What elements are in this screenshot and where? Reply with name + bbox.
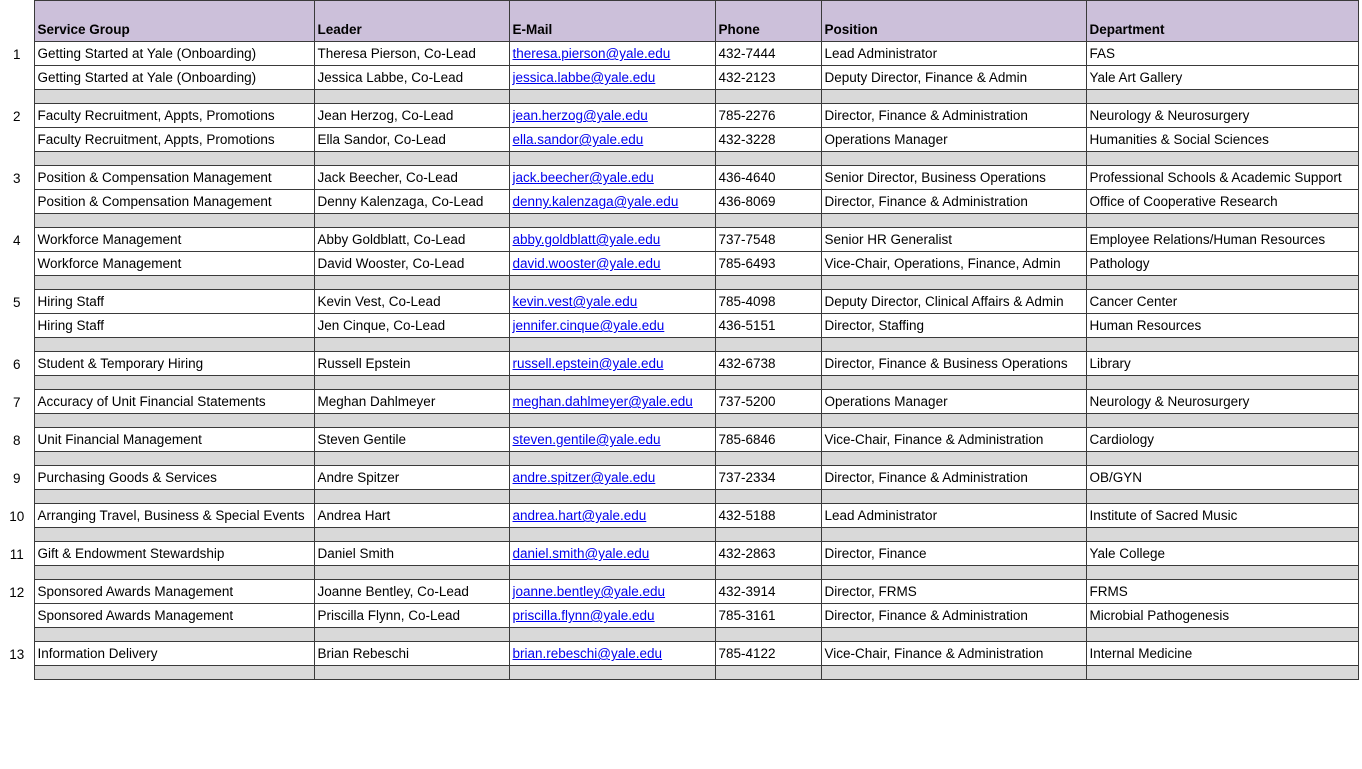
leader-cell: Andrea Hart <box>314 504 509 528</box>
phone-cell: 785-4098 <box>715 290 821 314</box>
phone-cell: 432-3914 <box>715 580 821 604</box>
service-group-cell: Information Delivery <box>34 642 314 666</box>
leader-cell: Abby Goldblatt, Co-Lead <box>314 228 509 252</box>
email-cell <box>509 542 715 566</box>
phone-cell: 737-2334 <box>715 466 821 490</box>
separator-row <box>0 414 1358 428</box>
separator-cell <box>509 528 715 542</box>
separator-cell <box>1086 276 1358 290</box>
row-number: 2 <box>0 104 34 128</box>
department-cell: OB/GYN <box>1086 466 1358 490</box>
table-row <box>0 542 1358 566</box>
row-number: 5 <box>0 290 34 314</box>
row-number <box>0 252 34 276</box>
service-group-cell: Faculty Recruitment, Appts, Promotions <box>34 128 314 152</box>
leader-cell: Jen Cinque, Co-Lead <box>314 314 509 338</box>
row-number-cell <box>0 666 34 680</box>
service-group-cell: Workforce Management <box>34 252 314 276</box>
email-cell <box>509 428 715 452</box>
department-cell: FRMS <box>1086 580 1358 604</box>
email-link[interactable]: ella.sandor@yale.edu <box>512 132 644 147</box>
header-row <box>0 1 1358 42</box>
email-cell <box>509 66 715 90</box>
department-cell: Yale College <box>1086 542 1358 566</box>
separator-cell <box>509 628 715 642</box>
phone-cell: 436-4640 <box>715 166 821 190</box>
row-number: 9 <box>0 466 34 490</box>
separator-cell <box>715 276 821 290</box>
phone-cell: 436-5151 <box>715 314 821 338</box>
separator-cell <box>509 490 715 504</box>
position-cell: Lead Administrator <box>821 504 1086 528</box>
position-cell: Director, FRMS <box>821 580 1086 604</box>
leader-cell: Priscilla Flynn, Co-Lead <box>314 604 509 628</box>
separator-cell <box>715 214 821 228</box>
email-link[interactable]: kevin.vest@yale.edu <box>512 294 638 309</box>
separator-cell <box>715 452 821 466</box>
leader-cell: Joanne Bentley, Co-Lead <box>314 580 509 604</box>
separator-cell <box>34 566 314 580</box>
email-cell <box>509 252 715 276</box>
position-cell: Director, Finance & Administration <box>821 190 1086 214</box>
separator-cell <box>821 490 1086 504</box>
separator-cell <box>34 414 314 428</box>
separator-cell <box>509 214 715 228</box>
email-link[interactable]: jennifer.cinque@yale.edu <box>512 318 665 333</box>
separator-row <box>0 376 1358 390</box>
separator-row <box>0 152 1358 166</box>
leader-cell: Daniel Smith <box>314 542 509 566</box>
row-number <box>0 190 34 214</box>
separator-cell <box>314 276 509 290</box>
phone-cell: 432-3228 <box>715 128 821 152</box>
separator-cell <box>821 666 1086 680</box>
service-group-cell: Accuracy of Unit Financial Statements <box>34 390 314 414</box>
leader-cell: Jack Beecher, Co-Lead <box>314 166 509 190</box>
email-cell <box>509 580 715 604</box>
separator-row <box>0 214 1358 228</box>
separator-cell <box>821 376 1086 390</box>
email-link[interactable]: jean.herzog@yale.edu <box>512 108 648 123</box>
separator-cell <box>821 90 1086 104</box>
separator-row <box>0 276 1358 290</box>
row-number: 13 <box>0 642 34 666</box>
table-row <box>0 390 1358 414</box>
separator-cell <box>34 214 314 228</box>
service-group-cell: Unit Financial Management <box>34 428 314 452</box>
separator-cell <box>715 338 821 352</box>
row-number-cell <box>0 214 34 228</box>
separator-cell <box>314 414 509 428</box>
separator-row <box>0 338 1358 352</box>
separator-cell <box>34 490 314 504</box>
row-number <box>0 66 34 90</box>
service-group-cell: Position & Compensation Management <box>34 166 314 190</box>
table-row <box>0 604 1358 628</box>
service-group-cell: Getting Started at Yale (Onboarding) <box>34 66 314 90</box>
phone-cell: 432-5188 <box>715 504 821 528</box>
phone-cell: 737-5200 <box>715 390 821 414</box>
department-cell: Employee Relations/Human Resources <box>1086 228 1358 252</box>
row-number-cell <box>0 566 34 580</box>
separator-cell <box>509 666 715 680</box>
leader-cell: Theresa Pierson, Co-Lead <box>314 42 509 66</box>
table-row <box>0 252 1358 276</box>
header-leader: Leader <box>314 1 509 42</box>
row-number-header <box>0 1 34 42</box>
separator-cell <box>34 90 314 104</box>
separator-row <box>0 528 1358 542</box>
department-cell: Cardiology <box>1086 428 1358 452</box>
row-number-cell <box>0 528 34 542</box>
phone-cell: 737-7548 <box>715 228 821 252</box>
separator-cell <box>1086 90 1358 104</box>
phone-cell: 785-2276 <box>715 104 821 128</box>
table-row <box>0 190 1358 214</box>
table-row <box>0 580 1358 604</box>
separator-cell <box>314 628 509 642</box>
email-cell <box>509 128 715 152</box>
separator-cell <box>509 376 715 390</box>
separator-cell <box>509 452 715 466</box>
email-link[interactable]: denny.kalenzaga@yale.edu <box>512 194 679 209</box>
leader-cell: Ella Sandor, Co-Lead <box>314 128 509 152</box>
separator-cell <box>1086 566 1358 580</box>
table-row <box>0 352 1358 376</box>
separator-cell <box>715 666 821 680</box>
row-number-cell <box>0 90 34 104</box>
separator-cell <box>821 628 1086 642</box>
row-number-cell <box>0 376 34 390</box>
department-cell: Office of Cooperative Research <box>1086 190 1358 214</box>
separator-cell <box>715 414 821 428</box>
separator-cell <box>314 376 509 390</box>
email-link[interactable]: russell.epstein@yale.edu <box>512 356 664 371</box>
email-link[interactable]: abby.goldblatt@yale.edu <box>512 232 661 247</box>
separator-cell <box>821 338 1086 352</box>
table-body <box>0 1 1358 680</box>
separator-cell <box>34 666 314 680</box>
service-group-cell: Purchasing Goods & Services <box>34 466 314 490</box>
separator-row <box>0 666 1358 680</box>
separator-cell <box>1086 376 1358 390</box>
separator-cell <box>34 276 314 290</box>
row-number-cell <box>0 490 34 504</box>
email-link[interactable]: steven.gentile@yale.edu <box>512 432 661 447</box>
separator-cell <box>715 376 821 390</box>
department-cell: Yale Art Gallery <box>1086 66 1358 90</box>
table-row <box>0 104 1358 128</box>
position-cell: Senior HR Generalist <box>821 228 1086 252</box>
service-group-cell: Faculty Recruitment, Appts, Promotions <box>34 104 314 128</box>
table-row <box>0 466 1358 490</box>
separator-cell <box>509 276 715 290</box>
separator-cell <box>314 666 509 680</box>
leader-cell: Kevin Vest, Co-Lead <box>314 290 509 314</box>
position-cell: Director, Finance & Business Operations <box>821 352 1086 376</box>
header-position: Position <box>821 1 1086 42</box>
row-number <box>0 314 34 338</box>
leader-cell: Brian Rebeschi <box>314 642 509 666</box>
separator-cell <box>821 452 1086 466</box>
email-link[interactable]: joanne.bentley@yale.edu <box>512 584 666 599</box>
position-cell: Director, Finance & Administration <box>821 466 1086 490</box>
position-cell: Deputy Director, Finance & Admin <box>821 66 1086 90</box>
separator-cell <box>821 414 1086 428</box>
header-department: Department <box>1086 1 1358 42</box>
email-link[interactable]: david.wooster@yale.edu <box>512 256 661 271</box>
leader-cell: Russell Epstein <box>314 352 509 376</box>
phone-cell: 785-3161 <box>715 604 821 628</box>
position-cell: Director, Staffing <box>821 314 1086 338</box>
header-phone: Phone <box>715 1 821 42</box>
email-cell <box>509 314 715 338</box>
email-link[interactable]: jack.beecher@yale.edu <box>512 170 654 185</box>
department-cell: Microbial Pathogenesis <box>1086 604 1358 628</box>
separator-cell <box>34 528 314 542</box>
service-group-cell: Sponsored Awards Management <box>34 604 314 628</box>
email-cell <box>509 166 715 190</box>
phone-cell: 432-2123 <box>715 66 821 90</box>
position-cell: Vice-Chair, Finance & Administration <box>821 642 1086 666</box>
row-number-cell <box>0 152 34 166</box>
service-group-cell: Gift & Endowment Stewardship <box>34 542 314 566</box>
phone-cell: 432-6738 <box>715 352 821 376</box>
separator-cell <box>314 528 509 542</box>
table-row <box>0 228 1358 252</box>
separator-row <box>0 628 1358 642</box>
department-cell: Neurology & Neurosurgery <box>1086 104 1358 128</box>
separator-row <box>0 566 1358 580</box>
separator-row <box>0 452 1358 466</box>
email-cell <box>509 228 715 252</box>
email-link[interactable]: meghan.dahlmeyer@yale.edu <box>512 394 693 409</box>
leader-cell: Andre Spitzer <box>314 466 509 490</box>
separator-cell <box>34 628 314 642</box>
separator-cell <box>715 490 821 504</box>
position-cell: Director, Finance & Administration <box>821 604 1086 628</box>
service-group-cell: Student & Temporary Hiring <box>34 352 314 376</box>
department-cell: Professional Schools & Academic Support <box>1086 166 1358 190</box>
separator-cell <box>821 214 1086 228</box>
table-row <box>0 166 1358 190</box>
leader-cell: Jean Herzog, Co-Lead <box>314 104 509 128</box>
service-group-cell: Workforce Management <box>34 228 314 252</box>
separator-cell <box>715 566 821 580</box>
service-group-cell: Hiring Staff <box>34 290 314 314</box>
service-group-cell: Getting Started at Yale (Onboarding) <box>34 42 314 66</box>
table-row <box>0 128 1358 152</box>
email-link[interactable]: andrea.hart@yale.edu <box>512 508 647 523</box>
separator-cell <box>715 628 821 642</box>
separator-cell <box>1086 452 1358 466</box>
separator-cell <box>314 566 509 580</box>
separator-cell <box>34 152 314 166</box>
row-number <box>0 128 34 152</box>
row-number: 8 <box>0 428 34 452</box>
row-number: 4 <box>0 228 34 252</box>
separator-cell <box>715 90 821 104</box>
department-cell: Internal Medicine <box>1086 642 1358 666</box>
position-cell: Director, Finance & Administration <box>821 104 1086 128</box>
separator-cell <box>1086 338 1358 352</box>
position-cell: Senior Director, Business Operations <box>821 166 1086 190</box>
separator-row <box>0 90 1358 104</box>
row-number-cell <box>0 414 34 428</box>
row-number: 11 <box>0 542 34 566</box>
separator-cell <box>821 152 1086 166</box>
separator-cell <box>1086 214 1358 228</box>
separator-cell <box>821 566 1086 580</box>
row-number: 3 <box>0 166 34 190</box>
position-cell: Vice-Chair, Finance & Administration <box>821 428 1086 452</box>
table-row <box>0 42 1358 66</box>
table-row <box>0 314 1358 338</box>
department-cell: Humanities & Social Sciences <box>1086 128 1358 152</box>
department-cell: Institute of Sacred Music <box>1086 504 1358 528</box>
email-cell <box>509 42 715 66</box>
row-number-cell <box>0 276 34 290</box>
table-row <box>0 290 1358 314</box>
separator-cell <box>1086 628 1358 642</box>
department-cell: Library <box>1086 352 1358 376</box>
email-cell <box>509 390 715 414</box>
leader-cell: Jessica Labbe, Co-Lead <box>314 66 509 90</box>
table-row <box>0 504 1358 528</box>
separator-cell <box>1086 414 1358 428</box>
position-cell: Lead Administrator <box>821 42 1086 66</box>
separator-cell <box>509 414 715 428</box>
row-number: 10 <box>0 504 34 528</box>
department-cell: Pathology <box>1086 252 1358 276</box>
row-number-cell <box>0 628 34 642</box>
department-cell: FAS <box>1086 42 1358 66</box>
position-cell: Vice-Chair, Operations, Finance, Admin <box>821 252 1086 276</box>
separator-cell <box>509 566 715 580</box>
separator-row <box>0 490 1358 504</box>
service-group-cell: Position & Compensation Management <box>34 190 314 214</box>
email-cell <box>509 642 715 666</box>
email-cell <box>509 352 715 376</box>
leader-cell: David Wooster, Co-Lead <box>314 252 509 276</box>
separator-cell <box>1086 152 1358 166</box>
row-number-cell <box>0 452 34 466</box>
department-cell: Neurology & Neurosurgery <box>1086 390 1358 414</box>
phone-cell: 432-7444 <box>715 42 821 66</box>
separator-cell <box>509 152 715 166</box>
email-cell <box>509 104 715 128</box>
separator-cell <box>1086 528 1358 542</box>
separator-cell <box>821 276 1086 290</box>
email-link[interactable]: andre.spitzer@yale.edu <box>512 470 656 485</box>
position-cell: Director, Finance <box>821 542 1086 566</box>
email-link[interactable]: daniel.smith@yale.edu <box>512 546 650 561</box>
email-link[interactable]: brian.rebeschi@yale.edu <box>512 646 663 661</box>
row-number: 6 <box>0 352 34 376</box>
separator-cell <box>715 528 821 542</box>
service-group-cell: Sponsored Awards Management <box>34 580 314 604</box>
email-cell <box>509 290 715 314</box>
row-number: 7 <box>0 390 34 414</box>
email-cell <box>509 466 715 490</box>
separator-cell <box>314 214 509 228</box>
email-link[interactable]: jessica.labbe@yale.edu <box>512 70 656 85</box>
position-cell: Deputy Director, Clinical Affairs & Admin <box>821 290 1086 314</box>
separator-cell <box>314 490 509 504</box>
separator-cell <box>314 452 509 466</box>
service-group-cell: Arranging Travel, Business & Special Events <box>34 504 314 528</box>
phone-cell: 785-4122 <box>715 642 821 666</box>
phone-cell: 785-6846 <box>715 428 821 452</box>
separator-cell <box>1086 490 1358 504</box>
separator-cell <box>34 338 314 352</box>
header-service-group: Service Group <box>34 1 314 42</box>
header-email: E-Mail <box>509 1 715 42</box>
leader-cell: Denny Kalenzaga, Co-Lead <box>314 190 509 214</box>
table-row <box>0 428 1358 452</box>
department-cell: Human Resources <box>1086 314 1358 338</box>
department-cell: Cancer Center <box>1086 290 1358 314</box>
separator-cell <box>314 152 509 166</box>
separator-cell <box>314 338 509 352</box>
email-cell <box>509 190 715 214</box>
row-number: 1 <box>0 42 34 66</box>
separator-cell <box>715 152 821 166</box>
separator-cell <box>314 90 509 104</box>
separator-cell <box>1086 666 1358 680</box>
email-link[interactable]: priscilla.flynn@yale.edu <box>512 608 655 623</box>
row-number: 12 <box>0 580 34 604</box>
phone-cell: 785-6493 <box>715 252 821 276</box>
email-cell <box>509 504 715 528</box>
table-row <box>0 66 1358 90</box>
position-cell: Operations Manager <box>821 390 1086 414</box>
separator-cell <box>509 90 715 104</box>
email-cell <box>509 604 715 628</box>
position-cell: Operations Manager <box>821 128 1086 152</box>
leader-cell: Meghan Dahlmeyer <box>314 390 509 414</box>
separator-cell <box>34 452 314 466</box>
row-number-cell <box>0 338 34 352</box>
phone-cell: 432-2863 <box>715 542 821 566</box>
leader-cell: Steven Gentile <box>314 428 509 452</box>
separator-cell <box>821 528 1086 542</box>
separator-cell <box>34 376 314 390</box>
email-link[interactable]: theresa.pierson@yale.edu <box>512 46 671 61</box>
table-row <box>0 642 1358 666</box>
phone-cell: 436-8069 <box>715 190 821 214</box>
row-number <box>0 604 34 628</box>
separator-cell <box>509 338 715 352</box>
service-group-cell: Hiring Staff <box>34 314 314 338</box>
